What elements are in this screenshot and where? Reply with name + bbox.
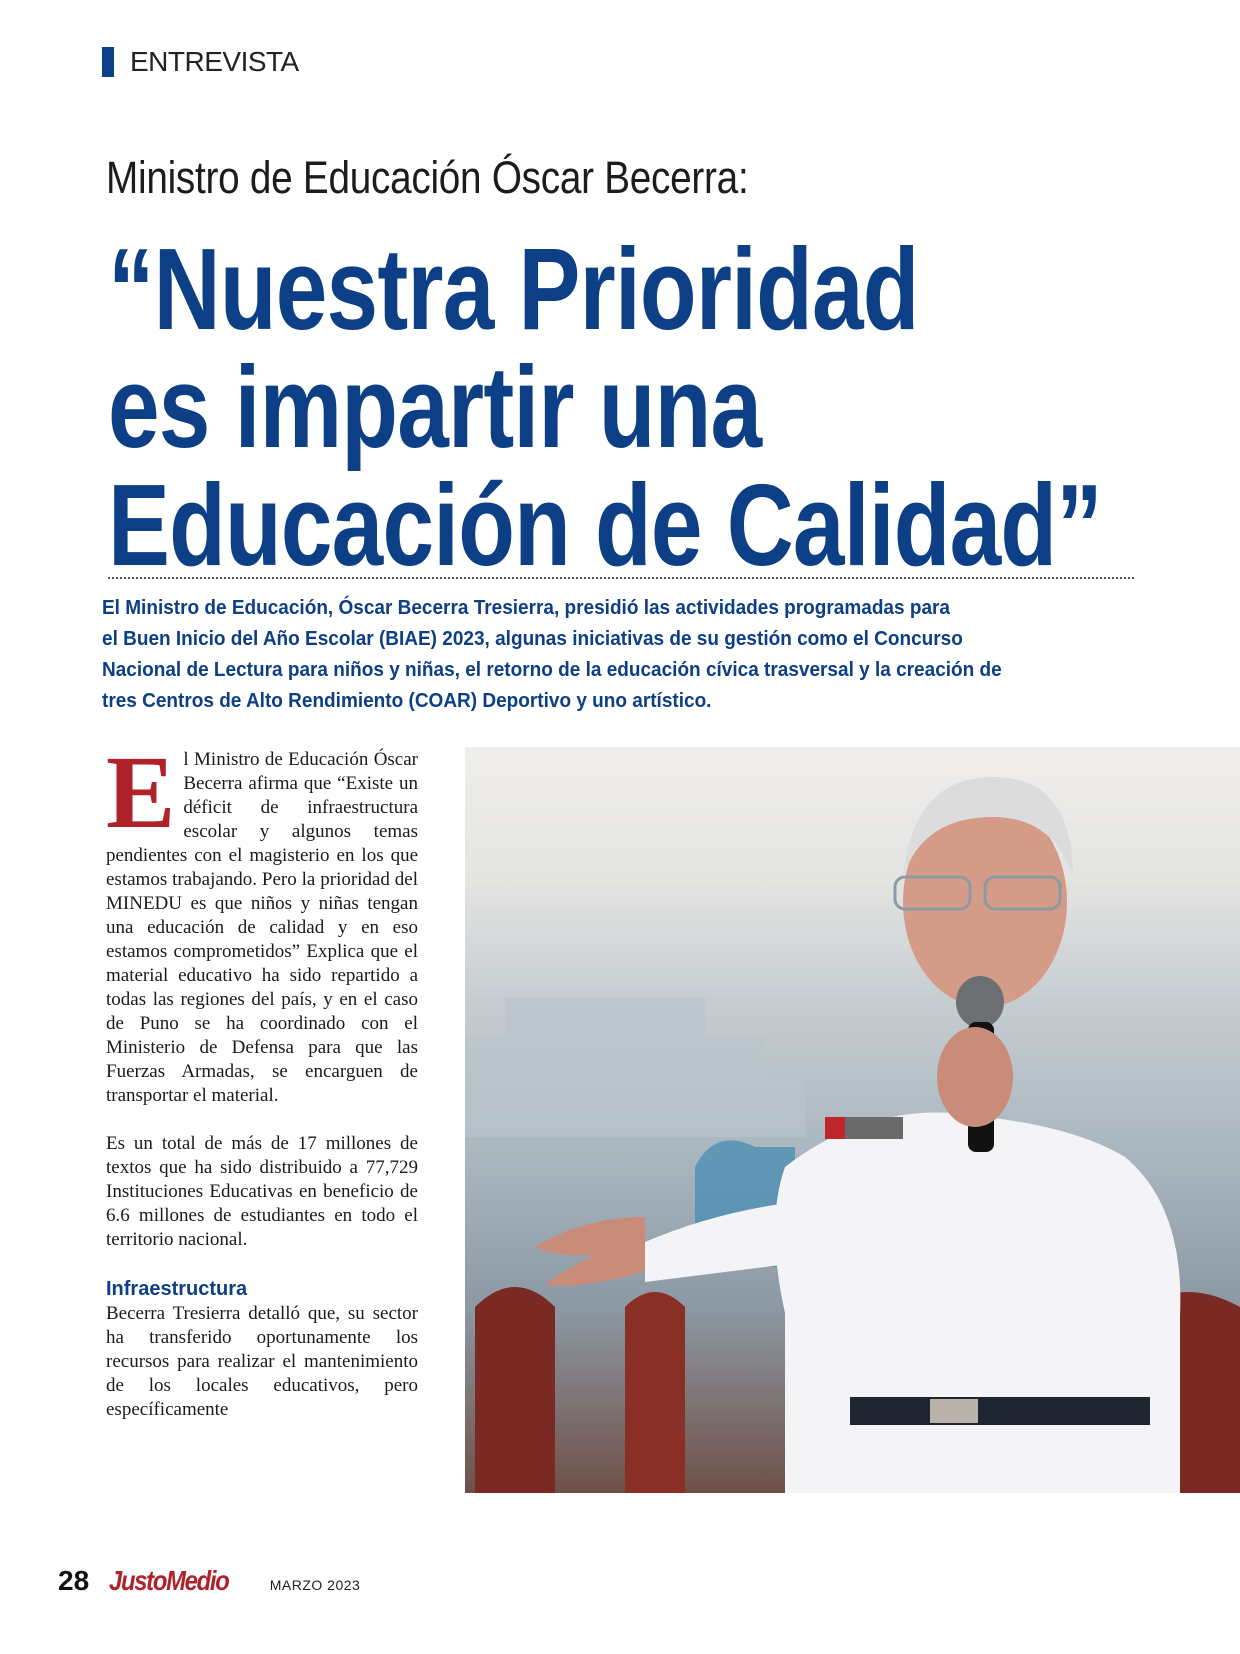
article-headline xyxy=(108,224,1102,590)
lede-line: El Ministro de Educación, Óscar Becerra Tresierra, presidió las actividades programadas para xyxy=(102,597,950,619)
headline-line: es impartir una xyxy=(108,342,762,472)
article-lede xyxy=(102,593,1152,717)
article-kicker: Ministro de Educación Óscar Becerra: xyxy=(106,152,749,203)
page-number: 28 xyxy=(58,1565,90,1596)
section-tag xyxy=(102,46,299,78)
headline-line: Educación de Calidad” xyxy=(108,460,1102,590)
article-body xyxy=(106,735,418,1446)
body-paragraph xyxy=(106,735,418,1108)
lede-line: tres Centros de Alto Rendimiento (COAR) Deportivo y uno artístico. xyxy=(102,690,712,712)
lede-line: el Buen Inicio del Año Escolar (BIAE) 2023, algunas iniciativas de su gestión como el Concurso xyxy=(102,628,963,650)
section-marker xyxy=(102,47,114,77)
magazine-logo: JustoMedio xyxy=(109,1565,229,1596)
paragraph-text: l Ministro de Educación Óscar Becerra afirma que “Existe un déficit de infraestructura escolar y algunos temas pendientes con el magisterio en los que estamos trabajando. Pero la prioridad del MINEDU es que niños y niñas tengan una educación de calidad y en eso estamos comprometidos” Explica que el material educativo ha sido repartido a todas las regiones del país, y en el caso de Puno se ha coordinado con el Ministerio de Defensa para que las Fuerzas Armadas, se encarguen de transportar el material. xyxy=(106,749,418,1106)
issue-date: MARZO 2023 xyxy=(269,1577,361,1593)
drop-cap: E xyxy=(106,735,176,850)
body-paragraph: Es un total de más de 17 millones de textos que ha sido distribuido a 77,729 Instituciones Educativas en beneficio de 6.6 millones de estudiantes en todo el territorio nacional. xyxy=(106,1133,418,1250)
page-footer xyxy=(58,1565,360,1605)
minister-photo xyxy=(465,747,1240,1493)
headline-line: “Nuestra Prioridad xyxy=(108,224,919,354)
dotted-divider xyxy=(108,577,1134,579)
section-subhead: Infraestructura xyxy=(106,1278,248,1300)
lede-line: Nacional de Lectura para niños y niñas, el retorno de la educación cívica trasversal y la creación de xyxy=(102,659,1002,681)
section-label: ENTREVISTA xyxy=(130,46,299,77)
body-paragraph: Becerra Tresierra detalló que, su sector ha transferido oportunamente los recursos para realizar el mantenimiento de los locales educativos, pero específicamente xyxy=(106,1303,418,1420)
